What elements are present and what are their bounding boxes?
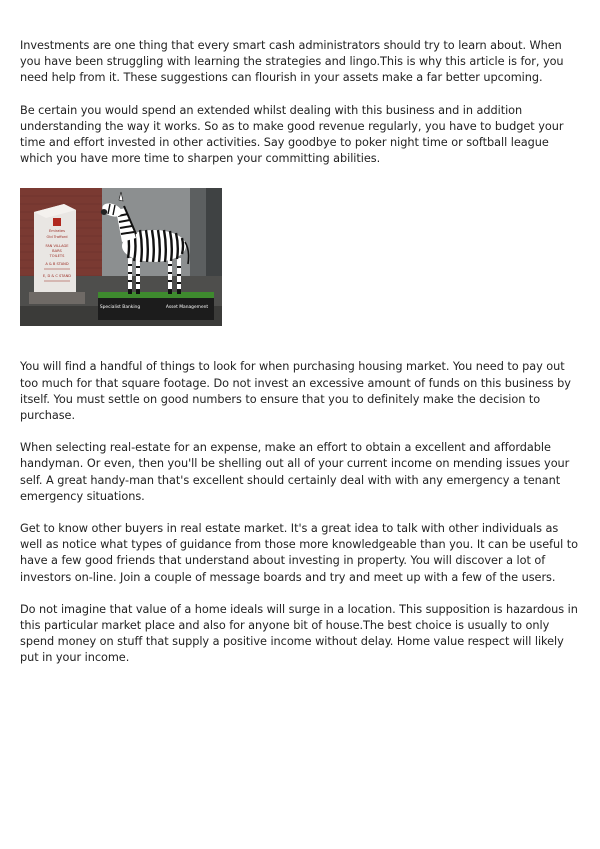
paragraph-2: Be certain you would spend an extended whilst dealing with this business and in addition understanding the way it works. So as to make good revenue regularly, you have to budget your time and effort invested in other activities. Say goodbye to poker night time or softball league which you have more time to sharpen your committing abilities. [20, 103, 564, 166]
plinth [98, 292, 214, 320]
paragraph-1: Investments are one thing that every smart cash administrators should try to learn about. When you have been struggling with learning the strategies and lingo.This is why this article is for, you need help from it. These suggestions can flourish in your assets make a far better upcoming. [20, 39, 564, 85]
sign-line-5: E, D & C STAND [42, 274, 72, 279]
plinth-left-label: Specialist Banking [99, 305, 141, 311]
paragraph-5: Get to know other buyers in real estate market. It's a great idea to talk with other individuals as well as notice what types of guidance from those more knowledgeable than you. It can be useful to have a few good friends that understand about investing in property. You will discover a lot of investors on-line. Join a couple of message boards and try and meet up with a few of the users. [20, 522, 579, 584]
paragraph-3: You will find a handful of things to look for when purchasing housing market. You need to pay out too much for that square footage. Do not invest an excessive amount of funds on this business by itself. You must settle on good numbers to ensure that you to definitely make the decision to purchase. [20, 360, 571, 423]
plinth-right-label: Asset Management [165, 305, 209, 311]
sign-brand: Emirates [49, 229, 65, 234]
sign-line-2: BARS [52, 249, 62, 254]
sign-line-1: FAN VILLAGE [45, 244, 69, 249]
sign-line-3: TOILETS [49, 254, 65, 259]
article [20, 38, 582, 683]
paragraph-4: When selecting real-estate for an expense, make an effort to obtain a excellent and affordable handyman. Or even, then you'll be shelling out all of your current income on mending issues your self. A great handy-man that's excellent should certainly deal with with any emergency a tenant emergency situations. [20, 441, 570, 503]
sign-venue: Old Trafford [46, 235, 68, 240]
sign-line-4: A & B STAND [45, 262, 69, 267]
paragraph-6: Do not imagine that value of a home ideals will surge in a location. This supposition is hazardous in this particular market place and also for anyone bit of house.The best choice is usually to only spend money on stuff that supply a positive income without delay. Home value respect will likely put in your income. [20, 602, 578, 665]
zebra-statue-photo [20, 188, 222, 326]
